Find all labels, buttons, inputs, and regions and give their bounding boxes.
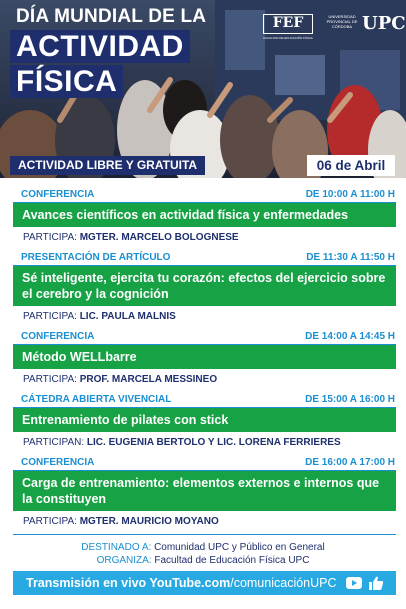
title-line-1: DÍA MUNDIAL DE LA: [16, 6, 207, 27]
event-title-bar: Entrenamiento de pilates con stick: [13, 408, 396, 432]
event-participant: [13, 306, 396, 328]
thumbs-up-icon[interactable]: [368, 575, 384, 591]
audience-line: [0, 541, 406, 554]
divider: [13, 407, 396, 408]
participant-label: PARTICIPAN:: [23, 437, 85, 448]
event-item: [13, 186, 396, 249]
footer-divider: [13, 534, 396, 535]
event-date: 06 de Abril: [307, 155, 395, 176]
participant-label: PARTICIPA:: [23, 311, 77, 322]
livestream-text-bold: Transmisión en vivo YouTube.com: [26, 576, 231, 590]
event-header: [13, 186, 396, 203]
event-time: DE 15:00 A 16:00 H: [305, 394, 395, 405]
event-title: [10, 6, 207, 98]
event-header: [13, 454, 396, 471]
event-header: [13, 328, 396, 345]
divider: [13, 202, 396, 203]
fef-logo: FEF: [263, 14, 313, 34]
organizer-line: [0, 554, 406, 567]
event-title-bar: Sé inteligente, ejercita tu corazón: efectos del ejercicio sobre el cerebro y la cognición: [13, 266, 396, 306]
youtube-icon[interactable]: [346, 577, 362, 589]
divider: [13, 265, 396, 266]
event-type: CÁTEDRA ABIERTA VIVENCIAL: [21, 394, 172, 405]
event-item: [13, 391, 396, 454]
event-header: [13, 391, 396, 408]
participant-name: MGTER. MAURICIO MOYANO: [79, 516, 219, 527]
event-title-bar: Avances científicos en actividad física y enfermedades: [13, 203, 396, 227]
title-line-3: FÍSICA: [10, 65, 123, 98]
organizer-value: Facultad de Educación Física UPC: [154, 555, 310, 566]
event-header: [13, 249, 396, 266]
participant-name: LIC. EUGENIA BERTOLO Y LIC. LORENA FERRIERES: [86, 437, 341, 448]
participant-name: MGTER. MARCELO BOLOGNESE: [79, 232, 239, 243]
event-title-bar: Método WELLbarre: [13, 345, 396, 369]
free-activity-banner: ACTIVIDAD LIBRE Y GRATUITA: [10, 156, 205, 175]
event-item: [13, 328, 396, 391]
event-item: [13, 249, 396, 328]
livestream-link[interactable]: [26, 571, 337, 595]
event-type: CONFERENCIA: [21, 189, 95, 200]
event-participant: [13, 432, 396, 454]
livestream-banner[interactable]: [13, 571, 396, 595]
event-list: [0, 186, 406, 533]
event-time: DE 14:00 A 14:45 H: [305, 331, 395, 342]
audience-info: [0, 541, 406, 567]
event-participant: [13, 369, 396, 391]
header-banner: [0, 0, 406, 178]
fef-logo-subtitle: FACULTAD DE EDUCACIÓN FÍSICA: [263, 36, 313, 40]
title-line-2: ACTIVIDAD: [10, 30, 190, 63]
participant-label: PARTICIPA:: [23, 374, 77, 385]
event-time: DE 10:00 A 11:00 H: [305, 189, 395, 200]
event-participant: [13, 511, 396, 533]
event-title-bar: Carga de entrenamiento: elementos externos e internos que la constituyen: [13, 471, 396, 511]
event-participant: [13, 227, 396, 249]
event-type: CONFERENCIA: [21, 457, 95, 468]
event-item: [13, 454, 396, 533]
participant-label: PARTICIPA:: [23, 232, 77, 243]
event-type: PRESENTACIÓN DE ARTÍCULO: [21, 252, 171, 263]
audience-value: Comunidad UPC y Público en General: [154, 542, 325, 553]
organizer-label: ORGANIZA:: [96, 555, 152, 566]
participant-label: PARTICIPA:: [23, 516, 77, 527]
participant-name: PROF. MARCELA MESSINEO: [79, 374, 218, 385]
divider: [13, 470, 396, 471]
event-time: DE 16:00 A 17:00 H: [305, 457, 395, 468]
audience-label: DESTINADO A:: [81, 542, 152, 553]
livestream-text-rest: /comunicaciónUPC: [230, 576, 337, 590]
upc-logo-text: UNIVERSIDAD PROVINCIAL DE CÓRDOBA: [326, 14, 358, 29]
event-time: DE 11:30 A 11:50 H: [306, 252, 395, 263]
upc-logo: UPC: [362, 13, 406, 34]
event-type: CONFERENCIA: [21, 331, 95, 342]
participant-name: LIC. PAULA MALNIS: [79, 311, 176, 322]
divider: [13, 344, 396, 345]
